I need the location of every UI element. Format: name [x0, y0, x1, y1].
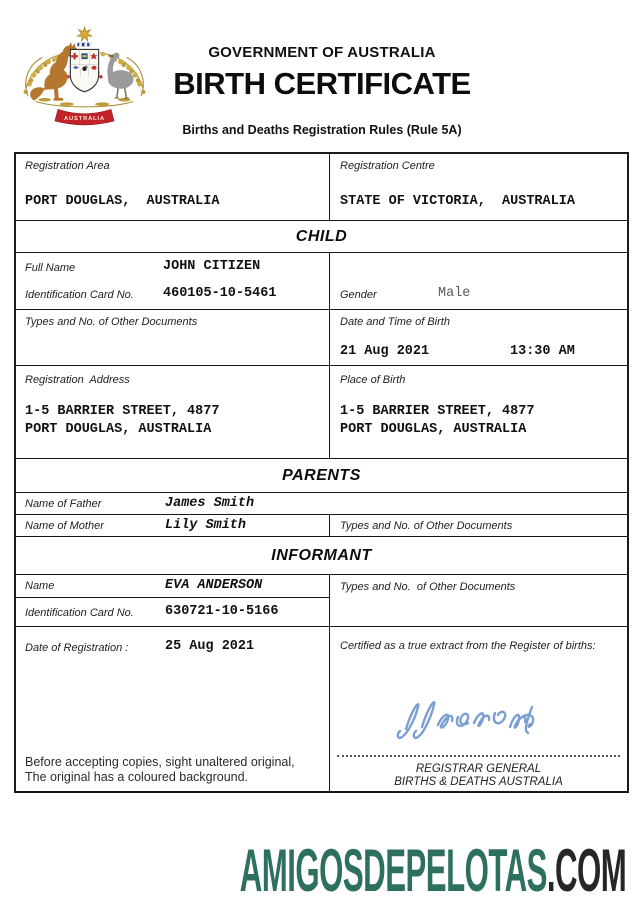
registration-centre-value: STATE OF VICTORIA, AUSTRALIA	[340, 194, 575, 209]
birth-time-value: 13:30 AM	[510, 344, 575, 359]
mother-label: Name of Mother	[25, 520, 104, 532]
father-row	[16, 493, 627, 515]
parents-other-documents-label: Types and No. of Other Documents	[340, 520, 513, 532]
registration-centre-label: Registration Centre	[340, 160, 435, 172]
informant-other-documents-cell	[329, 575, 627, 626]
watermark-suffix: .COM	[546, 837, 626, 904]
commonwealth-star-icon	[77, 27, 92, 41]
registrar-office: BIRTHS & DEATHS AUSTRALIA	[394, 776, 563, 788]
gender-value: Male	[438, 286, 471, 301]
banner-text: AUSTRALIA	[63, 116, 106, 123]
informant-id-label: Identification Card No.	[25, 607, 134, 619]
registration-address-line1: 1-5 BARRIER STREET, 4877	[25, 404, 220, 419]
informant-name-value: EVA ANDERSON	[165, 578, 263, 593]
place-of-birth-line2: PORT DOUGLAS, AUSTRALIA	[340, 422, 527, 437]
mother-value: Lily Smith	[165, 518, 247, 533]
informant-name-label: Name	[25, 580, 55, 592]
watermark	[239, 837, 626, 904]
parents-section-title: PARENTS	[16, 459, 627, 493]
registration-address-line2: PORT DOUGLAS, AUSTRALIA	[25, 422, 212, 437]
place-of-birth-label: Place of Birth	[340, 374, 406, 386]
rule-subtitle: Births and Deaths Registration Rules (Rule 5A)	[182, 123, 462, 137]
certified-extract-cell	[329, 627, 627, 791]
informant-id-value: 630721-10-5166	[165, 604, 279, 619]
informant-id-cell	[16, 598, 329, 626]
certification-row	[16, 627, 627, 791]
birth-date-value: 21 Aug 2021	[340, 344, 430, 359]
child-other-documents-label: Types and No. of Other Documents	[25, 316, 198, 328]
watermark-brand: AMIGOSDEPELOTAS	[239, 837, 547, 904]
registration-area-label: Registration Area	[25, 160, 110, 172]
certificate-table	[14, 152, 629, 793]
copies-note-line2: The original has a coloured background.	[25, 770, 249, 784]
australia-banner	[55, 109, 114, 124]
child-address-row	[16, 366, 627, 459]
shield-icon	[70, 49, 98, 91]
registration-date-label: Date of Registration :	[25, 642, 129, 654]
registrar-signature	[392, 689, 572, 744]
copies-note-line1: Before accepting copies, sight unaltered original,	[25, 755, 295, 769]
birth-datetime-label: Date and Time of Birth	[340, 316, 450, 328]
place-of-birth-cell	[329, 366, 627, 458]
child-id-label: Identification Card No.	[25, 289, 134, 301]
registration-centre-cell	[329, 154, 627, 220]
child-name-row	[16, 253, 627, 310]
informant-section-title: INFORMANT	[16, 537, 627, 575]
registration-date-value: 25 Aug 2021	[165, 639, 255, 654]
child-birth-row	[16, 310, 627, 366]
parents-other-documents-cell	[329, 515, 627, 536]
crest-torse	[77, 43, 91, 47]
child-section-title: CHILD	[16, 221, 627, 253]
informant-name-cell	[16, 575, 329, 598]
registration-address-label: Registration Address	[25, 374, 130, 386]
certified-extract-label: Certified as a true extract from the Register of births:	[340, 640, 596, 652]
page-title: BIRTH CERTIFICATE	[173, 66, 471, 101]
registrar-title: REGISTRAR GENERAL	[415, 763, 542, 775]
father-label: Name of Father	[25, 498, 102, 510]
father-value: James Smith	[165, 496, 255, 511]
registration-row	[16, 154, 627, 221]
registration-area-value: PORT DOUGLAS, AUSTRALIA	[25, 194, 220, 209]
gender-cell	[329, 253, 627, 309]
government-line: GOVERNMENT OF AUSTRALIA	[208, 44, 436, 61]
child-id-value: 460105-10-5461	[163, 286, 277, 301]
place-of-birth-line1: 1-5 BARRIER STREET, 4877	[340, 404, 535, 419]
signature-dotted-line	[337, 755, 620, 757]
full-name-value: JOHN CITIZEN	[163, 259, 261, 274]
full-name-label: Full Name	[25, 262, 76, 274]
informant-data-row	[16, 575, 627, 627]
informant-other-documents-label: Types and No. of Other Documents	[340, 581, 516, 593]
mother-row	[16, 515, 627, 537]
gender-label: Gender	[340, 289, 377, 301]
birth-datetime-cell	[329, 310, 627, 365]
